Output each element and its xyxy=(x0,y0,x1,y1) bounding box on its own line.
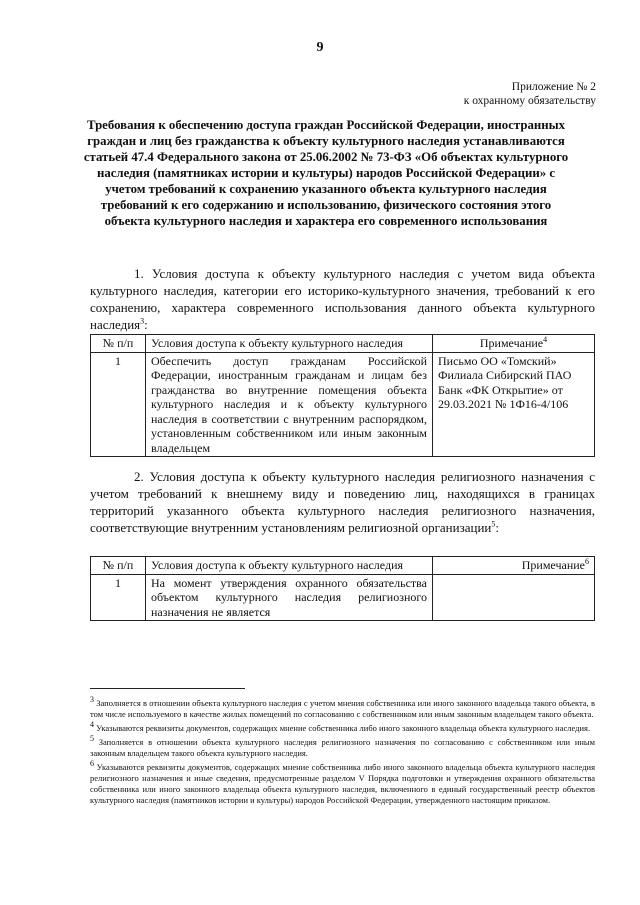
footnote-ref-3: 3 xyxy=(140,316,145,326)
footnote-divider xyxy=(90,688,245,689)
footnote-mark: 5 xyxy=(90,734,94,744)
col-number-header: № п/п xyxy=(91,557,146,575)
section-2-table xyxy=(90,556,595,621)
footnote xyxy=(90,759,595,806)
footnote-ref-4: 4 xyxy=(543,335,548,344)
section-2-text: 2. Условия доступа к объекту культурного наследия религиозного назначения с учетом требований к внешнему виду и поведению лиц, находящихся в границах территорий указанного объекта культурного наследия религиозного назначения, соответствующие внутренним установлениям религиозной организации$^5$: xyxy=(90,469,595,535)
footnotes xyxy=(90,695,596,809)
footnote-text: Указываются реквизиты документов, содержащих мнение собственника либо иного законного владельца объекта культурного наследия религиозного назначения и иные сведения, предусмотренные разделом V Порядка подготовки и утверждения охранного обязательства собственника или иного законного владельца объекта культурного наследия, включенного в единый государственный реестр объектов культурного наследия (памятников истории и культуры) народов Российской Федерации, утвержденного настоящим приказом. xyxy=(90,762,595,805)
table-row xyxy=(91,352,595,457)
document-title: Требования к обеспечению доступа граждан Российской Федерации, иностранных граждан и лиц без гражданства к объекту культурного наследия устанавливаются статьей 47.4 Федерального закона от 25.06.2002 № 73-ФЗ «Об объектах культурного наследия (памятниках истории и культуры) народов Российской Федерации» с учетом требований к сохранению указанного объекта культурного наследия требований к его содержанию и использованию, физического состояния этого объекта культурного наследия и характера его современного использования xyxy=(83,118,569,228)
footnote xyxy=(90,720,595,734)
section-1-table xyxy=(90,334,595,457)
col-number-header: № п/п xyxy=(91,335,146,353)
col-note-header xyxy=(433,335,595,353)
table-header-row xyxy=(91,557,595,575)
row-number: 1 xyxy=(91,574,146,621)
section-1-body: 1. Условия доступа к объекту культурного наследия с учетом вида объекта культурного наследия, категории его историко-культурного значения, требований к его сохранению, характера современного использования данного объекта культурного наследия xyxy=(90,266,595,332)
row-note xyxy=(433,574,595,621)
footnote-text: Заполняется в отношении объекта культурного наследия с учетом мнения собственника или иного законного владельца такого объекта, в том числе используемого в качестве жилых помещений по согласованию с собственником или иным законным владельцем такого объекта. xyxy=(90,698,595,719)
appendix-line-1: Приложение № 2 xyxy=(511,81,596,93)
row-condition: На момент утверждения охранного обязательства объектом культурного наследия религиозного назначения не является xyxy=(146,574,433,621)
appendix-label xyxy=(464,80,596,108)
table-row xyxy=(91,574,595,621)
col-note-header xyxy=(433,557,595,575)
table-header-row xyxy=(91,335,595,353)
footnote-text: Указываются реквизиты документов, содержащих мнение собственника либо иного законного владельца объекта культурного наследия. xyxy=(96,723,591,733)
section-2-body: 2. Условия доступа к объекту культурного наследия религиозного назначения с учетом требований к внешнему виду и поведению лиц, находящихся в границах территорий указанного объекта культурного наследия религиозного назначения, соответствующие внутренним установлениям религиозной организации xyxy=(90,469,595,535)
section-1-text: 1. Условия доступа к объекту культурного наследия с учетом вида объекта культурного наследия, категории его историко-культурного значения, требований к его сохранению, характера современного использования данного объекта культурного наследия$^3$: xyxy=(90,266,595,332)
row-note: Письмо ОО «Томский» Филиала Сибирский ПАО Банк «ФК Открытие» от 29.03.2021 № 1Ф16-4/106 xyxy=(433,352,595,457)
footnote-text: Заполняется в отношении объекта культурного наследия религиозного назначения по согласованию с собственником или иным законным владельцем такого объекта культурного наследия. xyxy=(90,737,596,758)
col-note-header-label: Примечание xyxy=(479,336,544,350)
footnote-mark: 3 xyxy=(90,695,94,705)
footnote-mark: 6 xyxy=(90,759,94,769)
footnote xyxy=(90,695,595,720)
footnote-ref-6: 6 xyxy=(585,557,589,566)
page-number: 9 xyxy=(316,40,324,55)
footnote-ref-5: 5 xyxy=(491,519,496,529)
footnote xyxy=(90,734,596,759)
row-condition: Обеспечить доступ гражданам Российской Федерации, иностранным гражданам и лицам без гражданства во внутренние помещения объекта культурного наследия и к объекту культурного наследия в соответствии с внутренним распорядком, установленным собственником или иным законным владельцем xyxy=(146,352,433,457)
row-number: 1 xyxy=(91,352,146,457)
col-condition-header: Условия доступа к объекту культурного наследия xyxy=(146,335,433,353)
col-note-header-label: Примечание xyxy=(521,558,585,572)
appendix-line-2: к охранному обязательству xyxy=(463,95,596,107)
footnote-mark: 4 xyxy=(90,720,94,730)
col-condition-header: Условия доступа к объекту культурного наследия xyxy=(146,557,433,575)
